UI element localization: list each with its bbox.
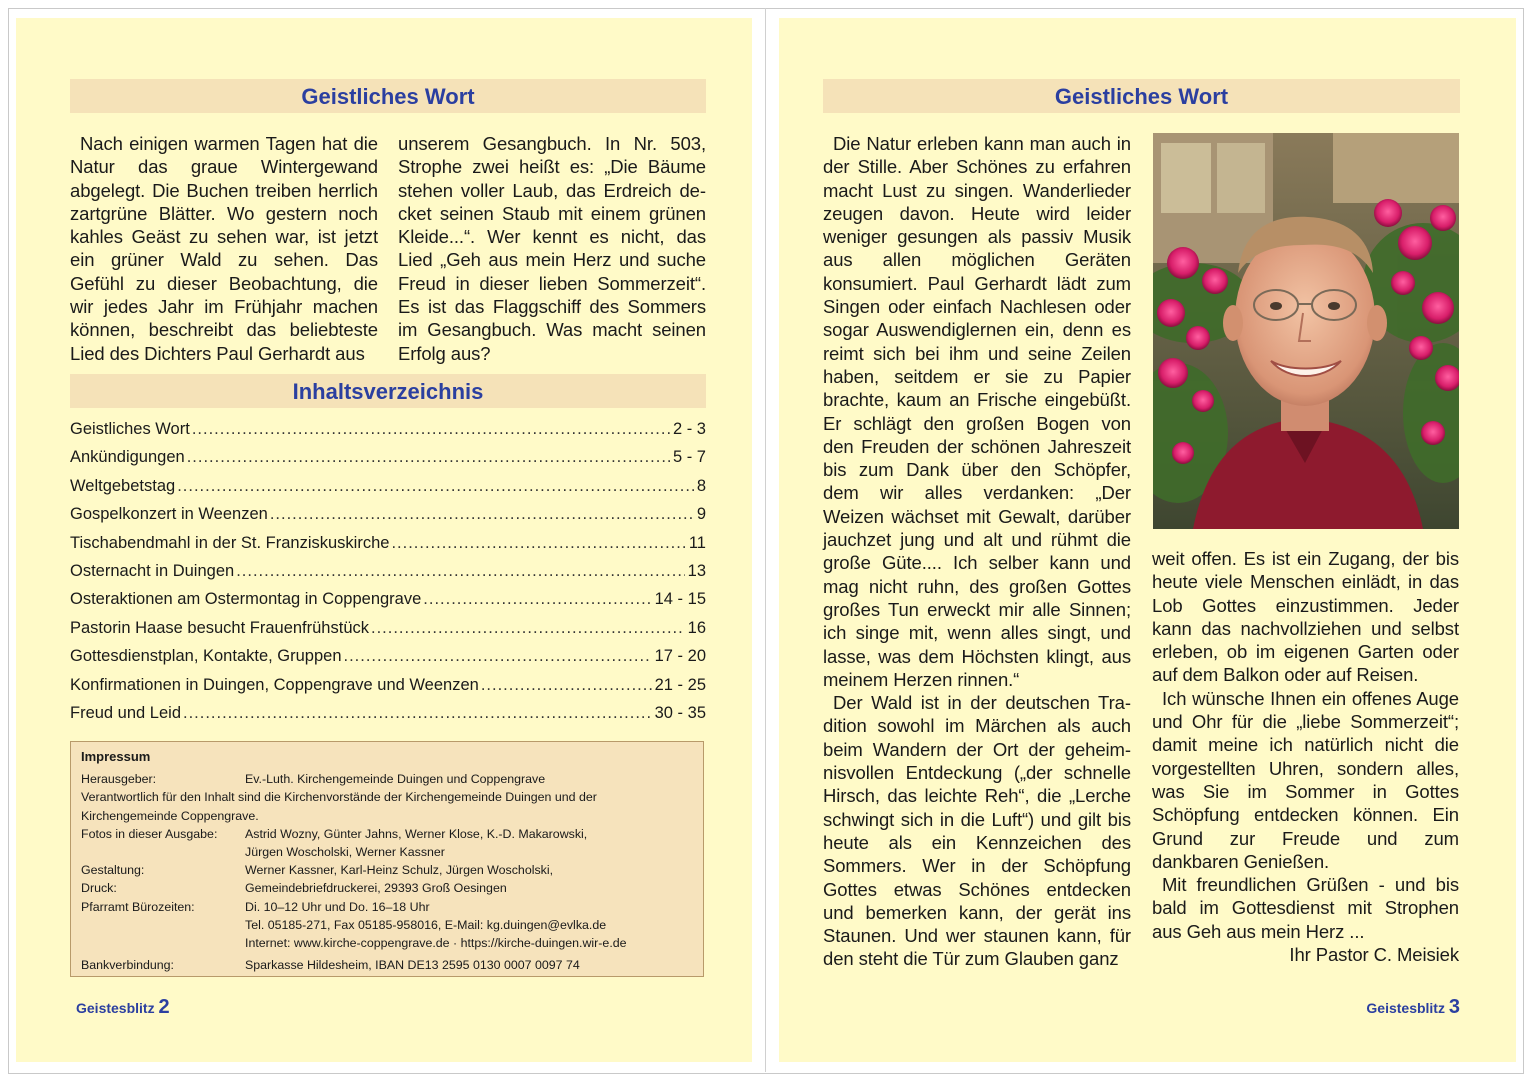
impressum-label: Gestaltung: bbox=[81, 863, 145, 878]
impressum-value: Tel. 05185-271, Fax 05185-958016, E-Mail: kg.duingen@evlka.de bbox=[245, 917, 607, 932]
toc-leader-dots bbox=[391, 534, 685, 553]
impressum-row-druck bbox=[81, 879, 693, 897]
left-article-para2: unserem Gesangbuch. In Nr. 503, Strophe zwei heißt es: „Die Bäume stehen voller Laub, das Erdreich decket seinen Staub mit einem grünen Kleide...“. Wer kennt es nicht, das Lied „Geh aus mein Herz und suche Freud in dieser lieben Sommerzeit“. Es ist das Flaggschiff des Sommers im Gesangbuch. Was macht seinen Erfolg aus? bbox=[398, 133, 706, 364]
left-header bbox=[70, 79, 706, 113]
toc-entry-pages: 13 bbox=[687, 561, 706, 580]
right-article-para1: Die Natur erleben kann man auch in der Stille. Aber Schönes zu erfahren macht Lust zu singen. Wanderlieder zeugen davon. Heute wird leider weniger gesungen als passiv Musik aus allen möglichen Geräten konsumiert. Paul Gerhardt lädt zum Singen oder einfach Nachlesen oder sogar Auswendiglernen ein, denn es reimt sich bei ihm und seine Zeilen haben, seitdem er sie zu Papier brachte, kaum an Frische eingebüßt. Er schlägt den großen Bogen von den Freuden der schönen Jahreszeit bis zum Dank über den Schöpfer, dem wir alles verdanken: „Der Weizen wächset mit Gewalt, darüber jauchzet jung und alt und rühmt die große Güte.... Ich selber kann und mag nicht ruhn, des großen Gottes großes Tun erweckt mir alle Sinnen; ich singe mit, wenn alles singt, und lasse, was dem Höchsten klingt, aus meinem Herzen rinnen.“ bbox=[823, 133, 1131, 690]
impressum-row-fotos bbox=[81, 825, 693, 843]
page-number: 3 bbox=[1448, 996, 1460, 1018]
impressum-label-empty bbox=[81, 843, 245, 861]
impressum-value: Gemeindebriefdruckerei, 29393 Groß Oesingen bbox=[245, 881, 507, 896]
toc-entry-title: Tischabendmahl in der St. Franziskuskirche bbox=[70, 533, 390, 552]
toc-entry-pages: 2 - 3 bbox=[672, 420, 706, 438]
impressum-row-pfarramt-tel bbox=[81, 916, 693, 934]
left-article-col1 bbox=[70, 132, 378, 365]
toc-entry bbox=[70, 562, 706, 590]
toc-leader-dots bbox=[423, 590, 651, 609]
right-footer bbox=[1366, 996, 1460, 1019]
right-article-para5: Mit freundlichen Grüßen - und bis bald im Gottesdienst mit Strophen aus Geh aus mein Herz ... bbox=[1152, 874, 1459, 942]
impressum-row-bank bbox=[81, 956, 693, 974]
pastor-photo bbox=[1153, 133, 1459, 529]
toc-entry bbox=[70, 647, 706, 675]
right-header bbox=[823, 79, 1460, 113]
toc-entry bbox=[70, 704, 706, 732]
toc-entry bbox=[70, 505, 706, 533]
toc-entry-pages: 9 bbox=[696, 505, 706, 524]
toc-entry bbox=[70, 420, 706, 448]
impressum-label-empty bbox=[81, 916, 245, 934]
toc-leader-dots bbox=[192, 420, 670, 439]
left-article-col2 bbox=[398, 132, 706, 365]
toc-entry-title: Weltgebetstag bbox=[70, 476, 176, 495]
toc-entry-title: Konfirmationen in Duingen, Coppengrave und Weenzen bbox=[70, 675, 479, 694]
toc-entry-title: Gospelkonzert in Weenzen bbox=[70, 505, 268, 524]
toc-leader-dots bbox=[270, 505, 694, 524]
impressum-row-gestaltung bbox=[81, 861, 693, 879]
footer-publication-name: Geistesblitz bbox=[76, 1000, 155, 1016]
right-article-para3: weit offen. Es ist ein Zugang, der bis heute viele Menschen einlädt, in das Lob Gottes einzustimmen. Jeder kann das nachvollziehen und selbst erleben, ob im eigenen Garten oder auf dem Balkon oder auf Reisen. bbox=[1152, 548, 1459, 686]
impressum-row-pfarramt-web bbox=[81, 934, 693, 952]
toc-entry-pages: 5 - 7 bbox=[672, 448, 706, 467]
signature: Ihr Pastor C. Meisiek bbox=[1289, 944, 1459, 966]
toc-entry-pages: 8 bbox=[696, 476, 706, 495]
right-article-col2 bbox=[1152, 547, 1459, 966]
toc-entry-title: Osteraktionen am Ostermontag in Coppengrave bbox=[70, 590, 422, 609]
toc-entry bbox=[70, 448, 706, 476]
impressum-label: Fotos in dieser Ausgabe: bbox=[81, 826, 218, 841]
toc-entry-pages: 21 - 25 bbox=[654, 675, 706, 694]
toc-leader-dots bbox=[481, 676, 652, 695]
impressum-verantwortlich: Verantwortlich für den Inhalt sind die Kirchenvorstände der Kirchengemeinde Duingen und der Kirchengemeinde Coppengrave. bbox=[81, 790, 597, 823]
impressum-box bbox=[70, 741, 704, 977]
right-article-col1 bbox=[823, 132, 1131, 971]
toc-entry-pages: 16 bbox=[687, 618, 706, 637]
toc-entry-pages: 30 - 35 bbox=[654, 703, 706, 722]
right-article-para4: Ich wünsche Ihnen ein offenes Auge und Ohr für die „liebe Sommerzeit“; damit meine ich natürlich nicht die vorgestellten Uhren, sondern alles, was Sie im Sommer in Gottes Schöpfung entdecken können. Ein Grund zur Freude und zum dankbaren Genießen. bbox=[1152, 687, 1459, 872]
impressum-label: Bankverbindung: bbox=[81, 958, 174, 973]
toc-entry bbox=[70, 477, 706, 505]
impressum-title: Impressum bbox=[81, 749, 151, 764]
impressum-row-herausgeber bbox=[81, 770, 693, 788]
left-header-text: Geistliches Wort bbox=[301, 84, 475, 109]
toc-entry-title: Ankündigungen bbox=[70, 448, 185, 467]
right-header-text: Geistliches Wort bbox=[1054, 84, 1229, 109]
toc-entry bbox=[70, 534, 706, 562]
toc-header-text: Inhaltsverzeichnis bbox=[292, 379, 484, 404]
toc-leader-dots bbox=[177, 477, 694, 496]
toc-entry-title: Gottesdienstplan, Kontakte, Gruppen bbox=[70, 647, 342, 666]
impressum-value: Jürgen Woscholski, Werner Kassner bbox=[245, 845, 445, 860]
pastor-portrait-image bbox=[1153, 133, 1459, 529]
toc-entry-title: Freud und Leid bbox=[70, 703, 181, 722]
toc-entry bbox=[70, 676, 706, 704]
table-of-contents bbox=[70, 420, 706, 732]
toc-entry bbox=[70, 590, 706, 618]
impressum-label: Herausgeber: bbox=[81, 772, 157, 787]
impressum-value: Astrid Wozny, Günter Jahns, Werner Klose, K.-D. Makarowski, bbox=[245, 826, 588, 841]
impressum-value: Sparkasse Hildesheim, IBAN DE13 2595 0130 0007 0097 74 bbox=[245, 958, 580, 973]
toc-entry bbox=[70, 619, 706, 647]
impressum-row-fotos-cont bbox=[81, 843, 693, 861]
impressum-value: Werner Kassner, Karl-Heinz Schulz, Jürgen Woscholski, bbox=[245, 863, 554, 878]
toc-entry-title: Geistliches Wort bbox=[70, 420, 190, 438]
page-number: 2 bbox=[158, 996, 170, 1018]
impressum-value: Internet: www.kirche-coppengrave.de · https://kirche-duingen.wir-e.de bbox=[245, 936, 627, 951]
impressum-value: Ev.-Luth. Kirchengemeinde Duingen und Coppengrave bbox=[245, 772, 546, 787]
impressum-label: Druck: bbox=[81, 881, 117, 896]
toc-entry-pages: 11 bbox=[688, 533, 706, 552]
toc-leader-dots bbox=[371, 619, 685, 638]
impressum-label: Pfarramt Bürozeiten: bbox=[81, 899, 195, 914]
footer-publication-name: Geistesblitz bbox=[1366, 1000, 1445, 1016]
toc-entry-pages: 17 - 20 bbox=[654, 647, 706, 666]
toc-leader-dots bbox=[183, 704, 652, 723]
toc-leader-dots bbox=[344, 647, 652, 666]
toc-entry-title: Osternacht in Duingen bbox=[70, 561, 235, 580]
toc-leader-dots bbox=[187, 448, 670, 467]
right-article-para2: Der Wald ist in der deutschen Tradition sowohl im Märchen als auch beim Wandern der Ort der geheimnisvollen Entdeckung („der schnelle Hirsch, das leichte Reh“, die „Lerche schwingt sich in die Luft“) und gilt bis heute als ein Kennzeichen des Sommers. Wer in der Schöpfung Gottes etwas Schönes entdecken und bemerken kann, der gerät ins Staunen. Und wer staunen kann, für den steht die Tür zum Glauben ganz bbox=[823, 692, 1131, 970]
toc-entry-pages: 14 - 15 bbox=[654, 590, 706, 609]
toc-entry-title: Pastorin Haase besucht Frauenfrühstück bbox=[70, 618, 369, 637]
impressum-row-pfarramt bbox=[81, 898, 693, 916]
impressum-label-empty bbox=[81, 934, 245, 952]
left-footer bbox=[76, 996, 170, 1019]
impressum-value: Di. 10–12 Uhr und Do. 16–18 Uhr bbox=[245, 899, 430, 914]
toc-header bbox=[70, 374, 706, 408]
left-article-para1: Nach einigen warmen Tagen hat die Natur das graue Wintergewand abgelegt. Die Buchen treiben herrlich zartgrüne Blätter. Wo gestern noch kahles Geäst zu sehen war, ist jetzt ein grüner Wald zu sehen. Das Gefühl zu dieser Beobachtung, die wir jedes Jahr im Frühjahr machen können, beschreibt das beliebteste Lied des Dichters Paul Gerhardt aus bbox=[70, 133, 378, 364]
toc-leader-dots bbox=[236, 562, 684, 581]
page-gutter bbox=[765, 8, 766, 1072]
